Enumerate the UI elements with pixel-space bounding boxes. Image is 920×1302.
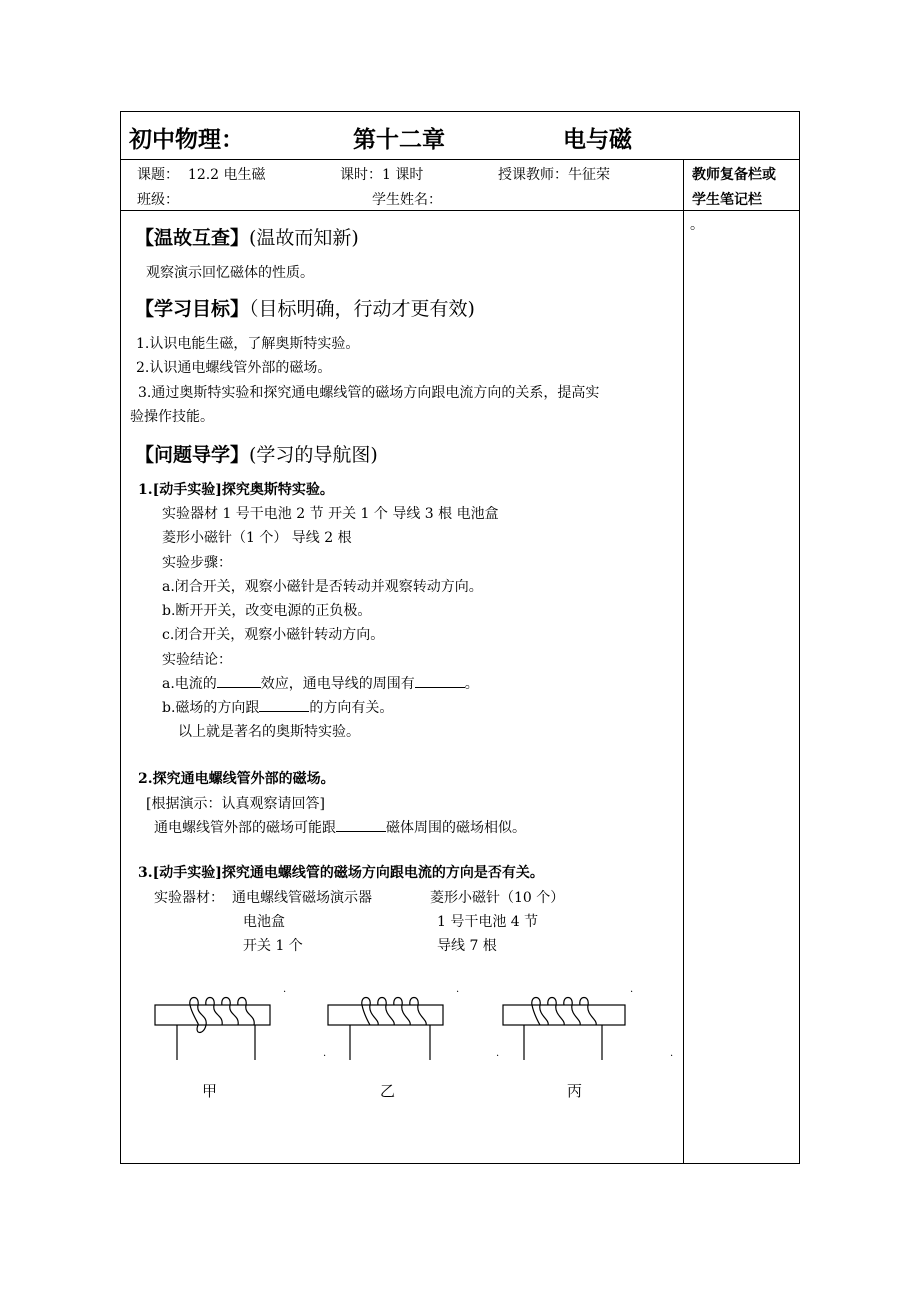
q1-c1-text-b: 效应，通电导线的周围有: [260, 676, 415, 692]
goal-item-2: 2.认识通电螺线管外部的磁场。: [136, 360, 332, 376]
meta-divider: [120, 210, 800, 211]
solenoid-bing: [503, 998, 625, 1061]
side-column-title-1: 教师复备栏或: [692, 167, 776, 183]
q1-c2-text-b: 的方向有关。: [309, 700, 394, 716]
goals-heading-label: 【学习目标】: [135, 298, 250, 320]
q1-summary: 以上就是著名的奥斯特实验。: [178, 724, 360, 740]
class-label: 班级：: [137, 192, 179, 208]
q3-equipment-2: 菱形小磁针（10 个）: [430, 890, 565, 906]
goal-item-3-cont: 验操作技能。: [130, 409, 214, 425]
side-column-mark: 。: [690, 217, 704, 233]
figure-label-jia: 甲: [202, 1082, 218, 1100]
q2-title: 2.探究通电螺线管外部的磁场。: [138, 771, 335, 787]
goal-item-3: 3.通过奥斯特实验和探究通电螺线管的磁场方向跟电流方向的关系，提高实: [138, 385, 600, 401]
topic: [137, 164, 266, 184]
fig-dot-5: .: [496, 1048, 500, 1059]
figure-label-bing: 丙: [567, 1082, 583, 1100]
answer-blank[interactable]: [217, 675, 261, 688]
q1-steps-label: 实验步骤：: [162, 555, 232, 571]
q1-step-a: a.闭合开关，观察小磁针是否转动并观察转动方向。: [162, 579, 483, 595]
hours-value: 1 课时: [382, 167, 424, 183]
solenoid-yi: [328, 998, 443, 1061]
student-name-label: 学生姓名：: [372, 192, 442, 208]
hours-label: 课时：: [340, 167, 382, 183]
review-heading-label: 【温故互查】: [135, 227, 250, 249]
chapter-name: 电与磁: [563, 126, 632, 153]
figure-label-yi: 乙: [380, 1082, 396, 1100]
q3-equipment-3: 电池盒: [243, 914, 285, 930]
fig-dot-3: .: [630, 984, 634, 995]
q3-title: 3.[动手实验]探究通电螺线管的磁场方向跟电流的方向是否有关。: [138, 865, 544, 881]
goal-item-1: 1.认识电能生磁，了解奥斯特实验。: [136, 336, 360, 352]
q1-c1-text-c: 。: [464, 676, 479, 692]
answer-blank[interactable]: [415, 675, 465, 688]
q1-equipment-1: 实验器材 1 号干电池 2 节 开关 1 个 导线 3 根 电池盒: [162, 506, 499, 522]
q3-equipment-5: 开关 1 个: [243, 938, 303, 954]
subject-title: 初中物理：: [129, 126, 244, 153]
answer-blank[interactable]: [259, 699, 309, 712]
fig-dot-4: .: [323, 1048, 327, 1059]
q2-text-a: 通电螺线管外部的磁场可能跟: [154, 820, 336, 836]
q3-equipment-1: 通电螺线管磁场演示器: [232, 890, 372, 906]
teacher-label: 授课教师：: [498, 167, 568, 183]
topic-label: 课题：: [137, 167, 179, 183]
q1-equipment-2: 菱形小磁针（1 个） 导线 2 根: [162, 530, 352, 546]
review-heading-sub: (温故而知新): [249, 227, 359, 249]
q1-step-c: c.闭合开关，观察小磁针转动方向。: [162, 627, 385, 643]
q2-text: [154, 817, 526, 837]
side-column-title-2: 学生笔记栏: [692, 192, 762, 208]
review-text: 观察演示回忆磁体的性质。: [146, 265, 314, 281]
q3-equipment-label: 实验器材：: [154, 890, 224, 906]
header-divider: [120, 159, 800, 160]
q3-equipment-6: 导线 7 根: [437, 938, 497, 954]
q2-text-b: 磁体周围的磁场相似。: [386, 820, 526, 836]
class-hours: [340, 164, 423, 184]
guide-heading-sub: (学习的导航图): [249, 444, 378, 466]
q2-prompt: [根据演示：认真观察请回答]: [146, 796, 325, 812]
q1-conclusion-label: 实验结论：: [162, 652, 232, 668]
q3-equipment-4: 1 号干电池 4 节: [437, 914, 539, 930]
fig-dot-2: .: [456, 984, 460, 995]
topic-value: 12.2 电生磁: [187, 167, 266, 183]
answer-blank[interactable]: [336, 819, 386, 832]
teacher: [498, 164, 610, 184]
goals-heading-sub: （目标明确，行动才更有效): [249, 298, 475, 320]
q1-c1-text-a: a.电流的: [162, 676, 217, 692]
solenoid-figures: [140, 980, 680, 1060]
q1-conclusion-b: [162, 697, 393, 717]
fig-dot-6: .: [670, 1048, 674, 1059]
solenoid-jia: [155, 998, 270, 1061]
guide-heading-label: 【问题导学】: [135, 444, 250, 466]
q1-step-b: b.断开开关，改变电源的正负极。: [162, 603, 372, 619]
fig-dot-1: .: [283, 984, 287, 995]
q1-c2-text-a: b.磁场的方向跟: [162, 700, 260, 716]
side-column-divider: [683, 159, 684, 1164]
guide-heading: [135, 440, 378, 467]
q1-conclusion-a: [162, 673, 479, 693]
chapter-title: 第十二章: [353, 126, 445, 153]
q1-title: 1.[动手实验]探究奥斯特实验。: [138, 482, 334, 498]
teacher-value: 牛征荣: [568, 167, 610, 183]
review-heading: [135, 223, 359, 250]
goals-heading: [135, 294, 475, 321]
